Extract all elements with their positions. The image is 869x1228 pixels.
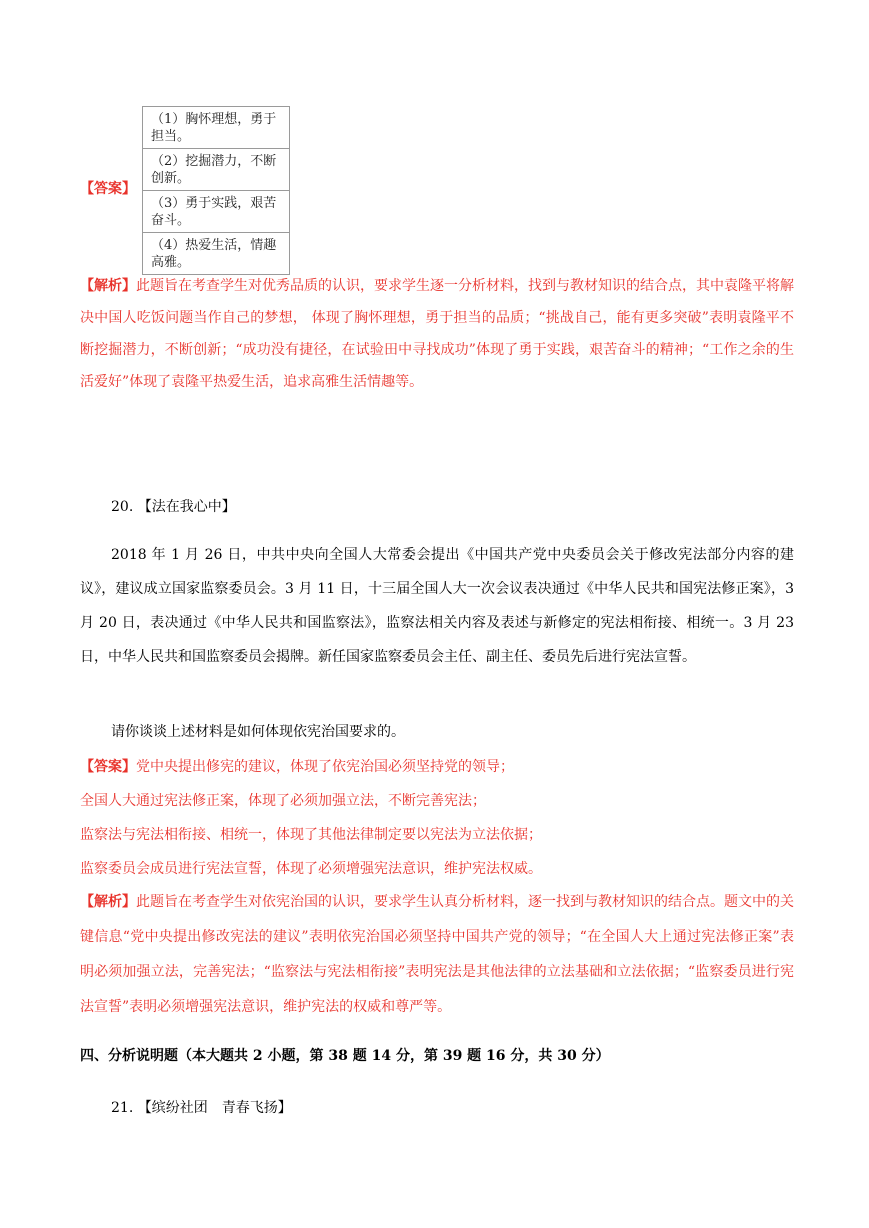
q19-answer-table [142, 106, 290, 275]
q20-answer-tag: 【答案】 [80, 759, 136, 775]
q19-analysis-text: 此题旨在考查学生对优秀品质的认识，要求学生逐一分析材料，找到与教材知识的结合点，其中袁隆平将解决中国人吃饭问题当作自己的梦想， 体现了胸怀理想，勇于担当的品质；“挑战自己，能有更多突破”表明袁隆平不断挖掘潜力，不断创新；“成功没有捷径，在试验田中寻找成功”体现了勇于实践，艰苦奋斗的精神；“工作之余的生活爱好”体现了袁隆平热爱生活，追求高雅生活情趣等。 [80, 278, 794, 390]
table-row [143, 149, 290, 191]
q20-analysis-text: 此题旨在考查学生对依宪治国的认识，要求学生认真分析材料，逐一找到与教材知识的结合点。题文中的关键信息“党中央提出修改宪法的建议”表明依宪治国必须坚持中国共产党的领导；“在全国人大上通过宪法修正案”表明必须加强立法，完善宪法；“监察法与宪法相衔接”表明宪法是其他法律的立法基础和立法依据；“监察委员进行宪法宣誓”表明必须增强宪法意识，维护宪法的权威和尊严等。 [80, 894, 794, 1015]
table-cell: （1）胸怀理想，勇于担当。 [143, 107, 290, 149]
table-row [143, 233, 290, 275]
q20-answer-line: 监察法与宪法相衔接、相统一，体现了其他法律制定要以宪法为立法依据； [80, 827, 542, 843]
q20-answer-line: 【答案】党中央提出修宪的建议，体现了依宪治国必须坚持党的领导； [80, 759, 514, 775]
table-cell: （4）热爱生活，情趣高雅。 [143, 233, 290, 275]
table-cell: （3）勇于实践，艰苦奋斗。 [143, 191, 290, 233]
table-cell: （2）挖掘潜力，不断创新。 [143, 149, 290, 191]
q20-analysis [80, 885, 794, 1025]
q20-answer [80, 750, 794, 886]
q19-analysis-tag: 【解析】 [80, 278, 136, 294]
q20-heading: 20. 【法在我心中】 [111, 499, 236, 515]
q19-answer-block [80, 106, 380, 272]
table-row [143, 107, 290, 149]
q21-heading: 21. 【缤纷社团 青春飞扬】 [111, 1100, 292, 1116]
q19-analysis [80, 270, 794, 398]
q20-question: 请你谈谈上述材料是如何体现依宪治国要求的。 [111, 724, 405, 740]
table-row [143, 191, 290, 233]
q20-analysis-tag: 【解析】 [80, 894, 136, 910]
section-heading: 四、分析说明题（本大题共 2 小题，第 38 题 14 分，第 39 题 16 分，共 30 分） [80, 1048, 610, 1064]
q20-answer-line: 监察委员会成员进行宪法宣誓，体现了必须增强宪法意识，维护宪法权威。 [80, 861, 542, 877]
q20-material: 2018 年 1 月 26 日，中共中央向全国人大常委会提出《中国共产党中央委员会关于修改宪法部分内容的建议》，建议成立国家监察委员会。3 月 11 日，十三届全国人大一次会议表决通过《中华人民共和国宪法修正案》，3 月 20 日，表决通过《中华人民共和国监察法》，监察法相关内容及表述与新修定的宪法相衔接、相统一。3 月 23 日，中华人民共和国监察委员会揭牌。新任国家监察委员会主任、副主任、委员先后进行宪法宣誓。 [80, 547, 794, 665]
q20-answer-line: 全国人大通过宪法修正案，体现了必须加强立法，不断完善宪法； [80, 793, 486, 809]
q19-answer-tag: 【答案】 [80, 181, 136, 197]
